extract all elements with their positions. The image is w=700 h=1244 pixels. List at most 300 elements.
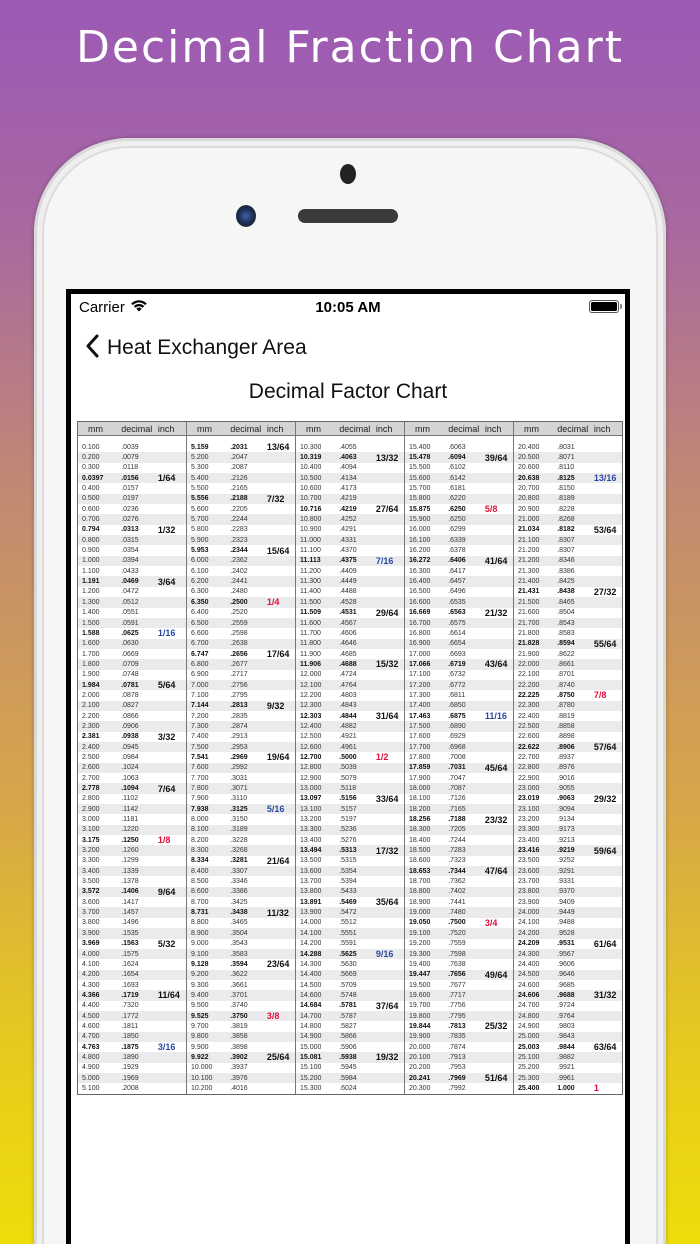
table-row xyxy=(78,721,186,731)
mm-value: 11.113 xyxy=(300,557,321,565)
decimal-value: .6181 xyxy=(448,485,466,493)
inch-fraction: 23/32 xyxy=(484,814,508,825)
decimal-value: .6719 xyxy=(448,660,466,668)
mm-value: 15.900 xyxy=(409,516,431,524)
table-row xyxy=(514,556,622,566)
table-row xyxy=(514,535,622,545)
table-row xyxy=(187,566,295,576)
table-row xyxy=(405,1032,513,1042)
header-decimal: decimal xyxy=(557,423,589,434)
mm-value: 3.500 xyxy=(82,878,100,886)
decimal-value: .0551 xyxy=(121,609,139,617)
table-row xyxy=(78,504,186,514)
decimal-value: .8071 xyxy=(557,454,575,462)
table-row xyxy=(296,814,404,824)
inch-fraction: 27/64 xyxy=(375,504,399,515)
decimal-value: .1339 xyxy=(121,867,139,875)
table-row xyxy=(514,473,622,483)
table-row xyxy=(187,804,295,814)
mm-value: 11.400 xyxy=(300,588,321,596)
mm-value: 24.900 xyxy=(518,1022,540,1030)
decimal-value: .1457 xyxy=(121,909,139,917)
mm-value: 4.700 xyxy=(82,1033,100,1041)
table-row xyxy=(187,514,295,524)
decimal-value: .4528 xyxy=(339,598,357,606)
mm-value: 22.500 xyxy=(518,722,540,730)
mm-value: 4.100 xyxy=(82,960,100,968)
decimal-value: .6850 xyxy=(448,702,466,710)
mm-value: 18.200 xyxy=(409,805,431,813)
inch-fraction: 37/64 xyxy=(375,1000,399,1011)
decimal-value: .6102 xyxy=(448,464,466,472)
mm-value: 8.000 xyxy=(191,816,209,824)
table-row xyxy=(78,1001,186,1011)
inch-fraction: 17/32 xyxy=(375,845,399,856)
inch-fraction: 25/32 xyxy=(484,1021,508,1032)
table-row xyxy=(514,483,622,493)
header-mm: mm xyxy=(415,423,430,434)
table-row xyxy=(187,742,295,752)
decimal-value: .9567 xyxy=(557,950,575,958)
table-row xyxy=(187,618,295,628)
decimal-value: .4134 xyxy=(339,474,357,482)
mm-value: 13.200 xyxy=(300,816,322,824)
mm-value: 7.938 xyxy=(191,805,209,813)
table-row xyxy=(296,639,404,649)
decimal-value: .1719 xyxy=(121,991,139,999)
decimal-value: .6220 xyxy=(448,495,466,503)
chart-column-5 xyxy=(514,422,622,1094)
decimal-value: .9055 xyxy=(557,785,575,793)
column-header xyxy=(296,422,404,436)
decimal-value: .0354 xyxy=(121,547,139,555)
inch-fraction: 15/64 xyxy=(266,545,290,556)
decimal-value: .1890 xyxy=(121,1053,139,1061)
decimal-value: .5625 xyxy=(339,950,357,958)
mm-value: 23.600 xyxy=(518,867,540,875)
mm-value: 15.000 xyxy=(300,1043,322,1051)
table-row xyxy=(296,463,404,473)
table-row xyxy=(514,452,622,462)
back-button[interactable] xyxy=(85,334,307,363)
decimal-value: .4409 xyxy=(339,567,357,575)
table-row xyxy=(296,845,404,855)
decimal-value: .1220 xyxy=(121,826,139,834)
table-row xyxy=(187,473,295,483)
table-row xyxy=(187,794,295,804)
mm-value: 15.875 xyxy=(409,505,431,513)
decimal-value: .7323 xyxy=(448,857,466,865)
mm-value: 20.000 xyxy=(409,1043,431,1051)
decimal-value: .7638 xyxy=(448,960,466,968)
mm-value: 25.000 xyxy=(518,1033,540,1041)
table-row xyxy=(296,804,404,814)
decimal-value: .1654 xyxy=(121,971,139,979)
decimal-value: .5315 xyxy=(339,857,357,865)
decimal-value: .6563 xyxy=(448,609,466,617)
decimal-value: .8386 xyxy=(557,567,575,575)
mm-value: 13.000 xyxy=(300,785,322,793)
mm-value: 16.400 xyxy=(409,578,431,586)
mm-value: 14.900 xyxy=(300,1033,322,1041)
mm-value: 2.900 xyxy=(82,805,100,813)
decimal-value: .5866 xyxy=(339,1033,357,1041)
mm-value: 6.350 xyxy=(191,598,209,606)
mm-value: 23.800 xyxy=(518,888,540,896)
decimal-value: .8031 xyxy=(557,443,575,451)
decimal-value: .9016 xyxy=(557,774,575,782)
mm-value: 22.300 xyxy=(518,702,540,710)
table-row xyxy=(514,649,622,659)
table-row xyxy=(514,566,622,576)
mm-value: 19.400 xyxy=(409,960,431,968)
mm-value: 20.241 xyxy=(409,1074,431,1082)
decimal-value: .4173 xyxy=(339,485,357,493)
mm-value: 25.200 xyxy=(518,1064,540,1072)
decimal-value: .3031 xyxy=(230,774,248,782)
decimal-value: .9531 xyxy=(557,940,575,948)
decimal-value: .9173 xyxy=(557,826,575,834)
inch-fraction: 7/32 xyxy=(266,493,285,504)
mm-value: 17.100 xyxy=(409,671,431,679)
mm-value: 5.953 xyxy=(191,547,209,555)
mm-value: 14.684 xyxy=(300,1002,322,1010)
mm-value: 4.600 xyxy=(82,1022,100,1030)
mm-value: 4.000 xyxy=(82,950,100,958)
decimal-value: .7441 xyxy=(448,898,466,906)
table-row xyxy=(405,1073,513,1083)
inch-fraction: 17/64 xyxy=(266,649,290,660)
mm-value: 5.000 xyxy=(82,1074,100,1082)
header-inch: inch xyxy=(484,423,502,434)
header-inch: inch xyxy=(157,423,175,434)
decimal-value: .0236 xyxy=(121,505,139,513)
decimal-value: .5433 xyxy=(339,888,357,896)
table-row xyxy=(78,483,186,493)
table-row xyxy=(514,794,622,804)
table-row xyxy=(296,876,404,886)
decimal-value: .6875 xyxy=(448,712,466,720)
mm-value: 22.000 xyxy=(518,660,540,668)
decimal-value: .7813 xyxy=(448,1022,466,1030)
column-header xyxy=(514,422,622,436)
decimal-value: .8583 xyxy=(557,629,575,637)
table-row xyxy=(514,639,622,649)
mm-value: 2.500 xyxy=(82,753,100,761)
decimal-value: .0709 xyxy=(121,660,139,668)
decimal-value: .7362 xyxy=(448,878,466,886)
table-row xyxy=(514,1032,622,1042)
mm-value: 8.600 xyxy=(191,888,209,896)
mm-value: 21.431 xyxy=(518,588,540,596)
mm-value: 22.900 xyxy=(518,774,540,782)
header-mm: mm xyxy=(197,423,212,434)
mm-value: 10.700 xyxy=(300,495,322,503)
decimal-value: .6654 xyxy=(448,640,466,648)
table-row xyxy=(187,711,295,721)
mm-value: 6.500 xyxy=(191,619,209,627)
decimal-value: .0945 xyxy=(121,743,139,751)
inch-fraction: 3/8 xyxy=(266,1011,280,1022)
decimal-value: .9528 xyxy=(557,929,575,937)
mm-value: 10.200 xyxy=(191,1084,213,1092)
table-row xyxy=(405,566,513,576)
mm-value: 4.763 xyxy=(82,1043,100,1051)
mm-value: 13.700 xyxy=(300,878,322,886)
mm-value: 8.800 xyxy=(191,919,209,927)
inch-fraction: 13/16 xyxy=(593,473,617,484)
table-row xyxy=(187,752,295,762)
decimal-value: .7992 xyxy=(448,1084,466,1092)
table-row xyxy=(78,804,186,814)
mm-value: 18.400 xyxy=(409,836,431,844)
mm-value: 18.800 xyxy=(409,888,431,896)
decimal-value: .0591 xyxy=(121,619,139,627)
table-row xyxy=(187,866,295,876)
mm-value: 7.700 xyxy=(191,774,209,782)
table-row xyxy=(514,907,622,917)
decimal-value: .3268 xyxy=(230,847,248,855)
decimal-value: .0472 xyxy=(121,588,139,596)
table-row xyxy=(296,1052,404,1062)
decimal-value: .2677 xyxy=(230,660,248,668)
mm-value: 9.700 xyxy=(191,1022,209,1030)
mm-value: 0.600 xyxy=(82,505,100,513)
decimal-value: .3228 xyxy=(230,836,248,844)
table-row xyxy=(405,1001,513,1011)
mm-value: 14.500 xyxy=(300,981,322,989)
inch-fraction: 55/64 xyxy=(593,638,617,649)
table-row xyxy=(187,535,295,545)
table-row xyxy=(296,556,404,566)
decimal-value: .8740 xyxy=(557,681,575,689)
decimal-value: .0984 xyxy=(121,753,139,761)
decimal-value: .8465 xyxy=(557,598,575,606)
table-row xyxy=(187,732,295,742)
inch-fraction: 41/64 xyxy=(484,555,508,566)
decimal-value: .6299 xyxy=(448,526,466,534)
mm-value: 22.100 xyxy=(518,671,540,679)
decimal-value: .3898 xyxy=(230,1043,248,1051)
table-row xyxy=(296,442,404,452)
table-row xyxy=(78,1063,186,1073)
table-row xyxy=(405,804,513,814)
decimal-value: .1260 xyxy=(121,847,139,855)
decimal-value: .0156 xyxy=(121,474,139,482)
mm-value: 19.100 xyxy=(409,929,431,937)
decimal-value: .7244 xyxy=(448,836,466,844)
mm-value: 3.200 xyxy=(82,847,100,855)
table-row xyxy=(514,970,622,980)
decimal-value: .1299 xyxy=(121,857,139,865)
decimal-value: .2362 xyxy=(230,557,248,565)
decimal-value: .1693 xyxy=(121,981,139,989)
table-row xyxy=(78,1011,186,1021)
mm-value: 13.900 xyxy=(300,909,322,917)
mm-value: 19.900 xyxy=(409,1033,431,1041)
table-row xyxy=(187,608,295,618)
mm-value: 7.500 xyxy=(191,743,209,751)
mm-value: 7.144 xyxy=(191,702,209,710)
mm-value: 20.638 xyxy=(518,474,540,482)
decimal-value: .1102 xyxy=(121,795,139,803)
table-row xyxy=(514,752,622,762)
mm-value: 5.300 xyxy=(191,464,209,472)
table-row xyxy=(405,576,513,586)
mm-value: 20.600 xyxy=(518,464,540,472)
table-row xyxy=(187,773,295,783)
decimal-value: .4370 xyxy=(339,547,357,555)
mm-value: 2.381 xyxy=(82,733,100,741)
table-row xyxy=(405,649,513,659)
table-row xyxy=(405,504,513,514)
decimal-value: .0669 xyxy=(121,650,139,658)
decimal-value: .7874 xyxy=(448,1043,466,1051)
mm-value: 13.300 xyxy=(300,826,322,834)
mm-value: 0.100 xyxy=(82,443,100,451)
table-row xyxy=(514,763,622,773)
table-row xyxy=(296,1083,404,1093)
mm-value: 2.400 xyxy=(82,743,100,751)
table-row xyxy=(514,701,622,711)
decimal-value: .7283 xyxy=(448,847,466,855)
decimal-value: .3661 xyxy=(230,981,248,989)
mm-value: 19.000 xyxy=(409,909,431,917)
mm-value: 17.700 xyxy=(409,743,431,751)
mm-value: 18.256 xyxy=(409,816,431,824)
table-row xyxy=(296,866,404,876)
decimal-value: .7031 xyxy=(448,764,466,772)
table-row xyxy=(514,918,622,928)
table-row xyxy=(514,814,622,824)
table-row xyxy=(296,1073,404,1083)
header-decimal: decimal xyxy=(230,423,262,434)
table-row xyxy=(514,928,622,938)
decimal-value: .2031 xyxy=(230,443,248,451)
table-row xyxy=(296,473,404,483)
table-row xyxy=(78,659,186,669)
decimal-value: .8125 xyxy=(557,474,575,482)
table-row xyxy=(78,566,186,576)
inch-fraction: 51/64 xyxy=(484,1073,508,1084)
table-row xyxy=(405,907,513,917)
decimal-value: .6929 xyxy=(448,733,466,741)
table-row xyxy=(78,876,186,886)
decimal-value: .7008 xyxy=(448,753,466,761)
status-bar xyxy=(71,294,625,322)
inch-fraction: 9/16 xyxy=(375,949,394,960)
mm-value: 4.500 xyxy=(82,1012,100,1020)
inch-fraction: 47/64 xyxy=(484,866,508,877)
mm-value: 15.600 xyxy=(409,474,431,482)
inch-fraction: 21/64 xyxy=(266,855,290,866)
decimal-value: .1624 xyxy=(121,960,139,968)
decimal-value: .6457 xyxy=(448,578,466,586)
table-row xyxy=(405,483,513,493)
table-row xyxy=(187,628,295,638)
decimal-value: .8504 xyxy=(557,609,575,617)
mm-value: 19.700 xyxy=(409,1002,431,1010)
decimal-value: .5938 xyxy=(339,1053,357,1061)
table-row xyxy=(296,742,404,752)
chart-column-2 xyxy=(187,422,296,1094)
decimal-value: .4488 xyxy=(339,588,357,596)
table-row xyxy=(78,628,186,638)
mm-value: 23.300 xyxy=(518,826,540,834)
mm-value: 3.600 xyxy=(82,898,100,906)
decimal-value: .6406 xyxy=(448,557,466,565)
mm-value: 13.400 xyxy=(300,836,322,844)
table-row xyxy=(78,918,186,928)
decimal-value: .5512 xyxy=(339,919,357,927)
decimal-value: .4685 xyxy=(339,650,357,658)
table-row xyxy=(187,1001,295,1011)
table-row xyxy=(78,970,186,980)
mm-value: 23.100 xyxy=(518,805,540,813)
mm-value: 12.303 xyxy=(300,712,322,720)
mm-value: 8.500 xyxy=(191,878,209,886)
table-row xyxy=(187,835,295,845)
decimal-value: .3750 xyxy=(230,1012,248,1020)
inch-fraction: 13/64 xyxy=(266,442,290,453)
mm-value: 11.600 xyxy=(300,619,321,627)
mm-value: 3.400 xyxy=(82,867,100,875)
table-row xyxy=(187,504,295,514)
mm-value: 7.300 xyxy=(191,722,209,730)
column-body xyxy=(405,442,513,1094)
table-row xyxy=(405,970,513,980)
decimal-value: .3465 xyxy=(230,919,248,927)
table-row xyxy=(514,618,622,628)
decimal-value: .2717 xyxy=(230,671,248,679)
table-row xyxy=(514,514,622,524)
mm-value: 17.066 xyxy=(409,660,431,668)
decimal-value: .5157 xyxy=(339,805,357,813)
mm-value: 1.300 xyxy=(82,598,100,606)
decimal-value: .8594 xyxy=(557,640,575,648)
table-row xyxy=(187,814,295,824)
mm-value: 24.700 xyxy=(518,1002,540,1010)
table-row xyxy=(405,670,513,680)
mm-value: 15.700 xyxy=(409,485,431,493)
mm-value: 3.300 xyxy=(82,857,100,865)
mm-value: 3.000 xyxy=(82,816,100,824)
mm-value: 21.200 xyxy=(518,547,540,555)
table-row xyxy=(78,680,186,690)
table-row xyxy=(405,918,513,928)
table-row xyxy=(187,680,295,690)
decimal-value: .7126 xyxy=(448,795,466,803)
back-button-label: Heat Exchanger Area xyxy=(107,336,307,359)
table-row xyxy=(296,525,404,535)
table-row xyxy=(296,897,404,907)
mm-value: 16.700 xyxy=(409,619,431,627)
mm-value: 17.300 xyxy=(409,691,431,699)
decimal-value: .8937 xyxy=(557,753,575,761)
table-row xyxy=(405,887,513,897)
table-row xyxy=(296,970,404,980)
column-body xyxy=(78,442,186,1094)
decimal-value: .9063 xyxy=(557,795,575,803)
mm-value: 11.300 xyxy=(300,578,321,586)
mm-value: 19.800 xyxy=(409,1012,431,1020)
inch-fraction: 53/64 xyxy=(593,524,617,535)
mm-value: 6.000 xyxy=(191,557,209,565)
inch-fraction: 61/64 xyxy=(593,938,617,949)
table-row xyxy=(296,721,404,731)
decimal-value: .4882 xyxy=(339,722,357,730)
inch-fraction: 1/4 xyxy=(266,597,280,608)
